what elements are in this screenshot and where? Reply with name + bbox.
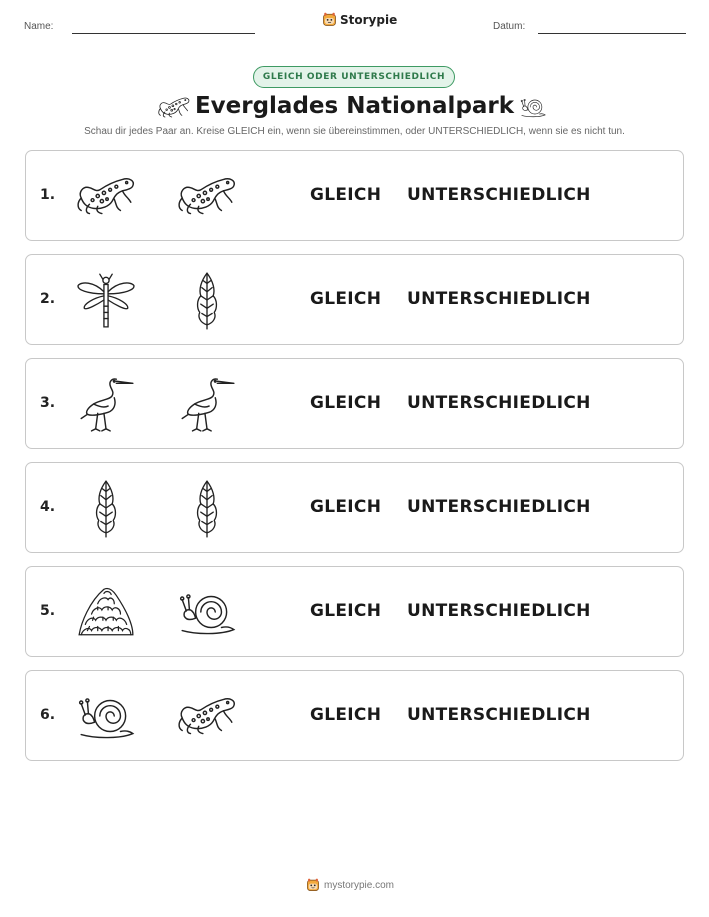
date-label: Datum: [493,21,526,32]
worksheet-type-badge: GLEICH ODER UNTERSCHIEDLICH [253,66,455,88]
fern-icon [176,477,238,539]
name-label: Name: [24,21,54,32]
footer-url[interactable]: mystorypie.com [324,879,395,891]
footer [306,878,394,892]
question-row [25,254,684,345]
snail-icon [176,581,238,643]
question-number: 2. [40,291,56,307]
question-row [25,150,684,241]
option-different[interactable]: UNTERSCHIEDLICH [407,497,591,517]
brand-logo [322,12,397,27]
gecko-icon [176,685,238,747]
option-same[interactable]: GLEICH [310,497,382,517]
fern-icon [75,477,137,539]
fern-icon [176,269,238,331]
heron-icon [176,373,238,435]
option-different[interactable]: UNTERSCHIEDLICH [407,393,591,413]
option-different[interactable]: UNTERSCHIEDLICH [407,705,591,725]
option-different[interactable]: UNTERSCHIEDLICH [407,601,591,621]
question-row [25,358,684,449]
question-row [25,566,684,657]
option-same[interactable]: GLEICH [310,705,382,725]
page-title: Everglades Nationalpark [194,93,515,119]
gecko-icon [75,165,137,227]
storypie-mascot-icon [306,878,320,892]
option-same[interactable]: GLEICH [310,393,382,413]
option-different[interactable]: UNTERSCHIEDLICH [407,185,591,205]
instructions: Schau dir jedes Paar an. Kreise GLEICH ein, wenn sie übereinstimmen, oder UNTERSCHIEDLICH, wenn sie es nicht tun. [84,126,625,137]
brand-name: Storypie [340,12,398,27]
option-same[interactable]: GLEICH [310,289,382,309]
question-row [25,462,684,553]
question-number: 3. [40,395,56,411]
gecko-icon [176,165,238,227]
snail-icon [75,685,137,747]
snail-icon [518,93,548,121]
dragonfly-icon [75,269,137,331]
question-number: 5. [40,603,56,619]
option-different[interactable]: UNTERSCHIEDLICH [407,289,591,309]
question-row [25,670,684,761]
question-number: 1. [40,187,56,203]
option-same[interactable]: GLEICH [310,601,382,621]
shell-pile-icon [75,581,137,643]
date-line[interactable] [538,33,686,34]
question-number: 4. [40,499,56,515]
heron-icon [75,373,137,435]
question-number: 6. [40,707,56,723]
name-line[interactable] [72,33,255,34]
option-same[interactable]: GLEICH [310,185,382,205]
storypie-mascot-icon [322,12,337,27]
